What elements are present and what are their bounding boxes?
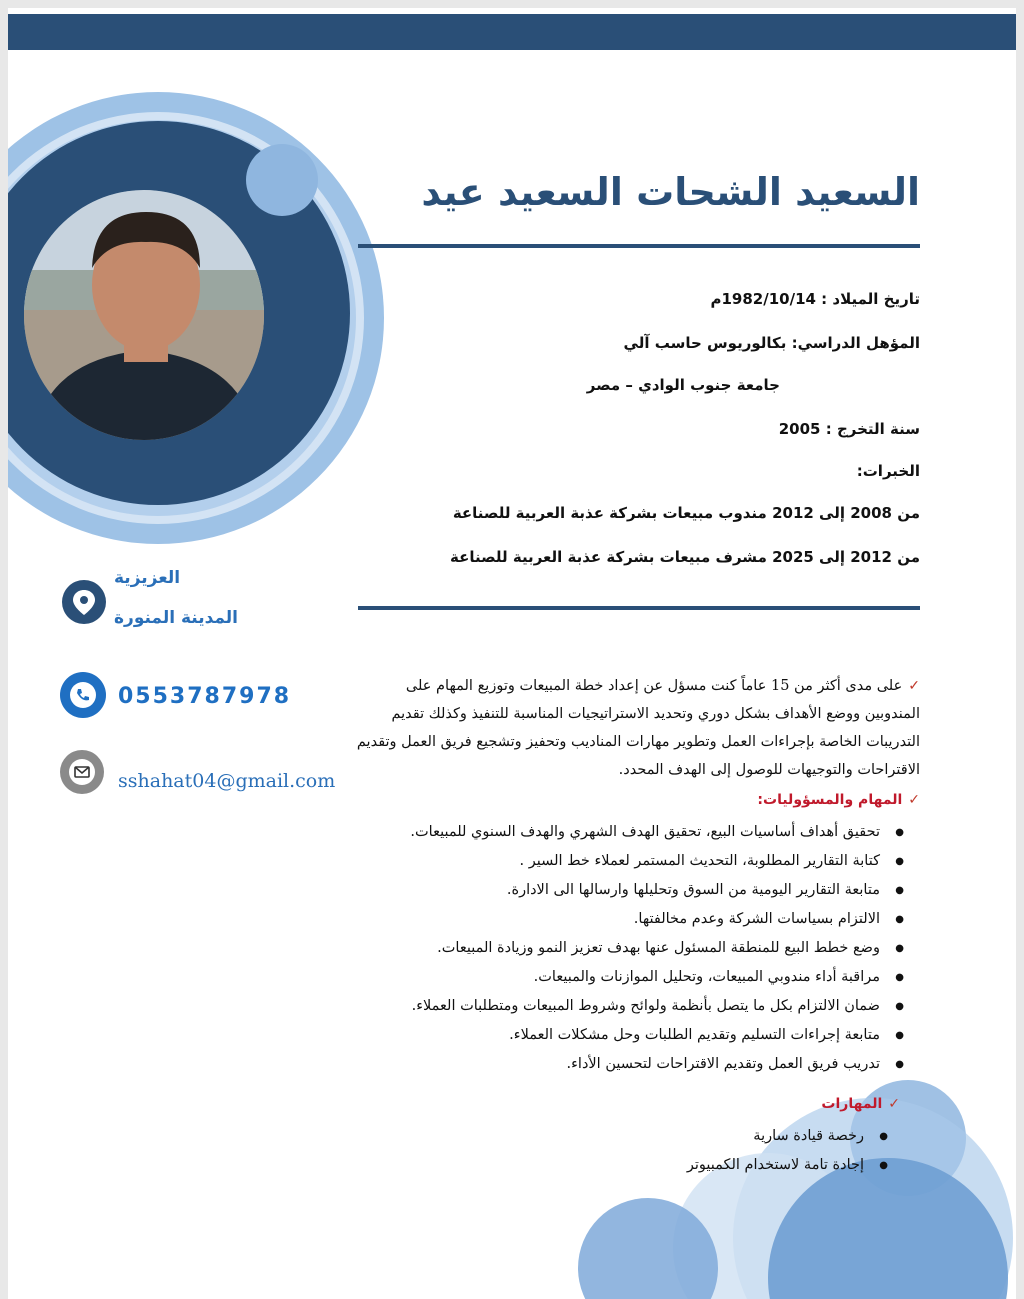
mail-icon [60,750,104,794]
experience-summary [356,672,920,784]
university: جامعة جنوب الوادي – مصر [586,376,780,394]
address-city: المدينة المنورة [114,608,239,628]
list-item: ● متابعة إجراءات التسليم وتقديم الطلبات وحل مشكلات العملاء. [410,1021,906,1050]
skills-heading [821,1096,900,1112]
list-item: ● ضمان الالتزام بكل ما يتصل بأنظمة ولوائح وشروط المبيعات ومتطلبات العملاء. [410,992,906,1021]
graduation-year: سنة التخرج : 2005 [778,420,920,438]
phone-number[interactable]: 0553787978 [118,684,292,709]
top-banner [8,14,1016,50]
duties-list [410,818,906,1079]
list-item: ● تدريب فريق العمل وتقديم الاقتراحات لتحسين الأداء. [410,1050,906,1079]
list-item: ● متابعة التقارير اليومية من السوق وتحليلها وارسالها الى الادارة. [410,876,906,905]
divider-top [358,244,920,248]
cv-page [8,8,1016,1299]
experience-item-1: من 2008 إلى 2012 مندوب مبيعات بشركة عذبة العربية للصناعة [452,504,920,522]
list-item: ● وضع خطط البيع للمنطقة المسئول عنها بهدف تعزيز النمو وزيادة المبيعات. [410,934,906,963]
list-item: ● إجادة تامة لاستخدام الكمبيوتر [687,1151,890,1180]
list-item: ● رخصة قيادة سارية [687,1122,890,1151]
list-item: ● مراقبة أداء مندوبي المبيعات، وتحليل الموازنات والمبيعات. [410,963,906,992]
checkmark-icon: ✓ [888,1096,900,1112]
email-address[interactable]: sshahat04@gmail.com [118,770,336,792]
birth-date: تاريخ الميلاد : 1982/10/14م [710,290,920,308]
experience-label: الخبرات: [856,462,920,480]
degree: المؤهل الدراسي: بكالوريوس حاسب آلي [623,334,920,352]
checkmark-icon: ✓ [908,792,920,808]
list-item: ● كتابة التقارير المطلوبة، التحديث المستمر لعملاء خط السير . [410,847,906,876]
skills-title: المهارات [821,1096,883,1112]
person-silhouette-icon [24,190,264,440]
duties-heading [757,792,920,808]
experience-item-2: من 2012 إلى 2025 مشرف مبيعات بشركة عذبة العربية للصناعة [449,548,920,566]
divider-bottom [358,606,920,610]
summary-text: على مدى أكثر من 15 عاماً كنت مسؤل عن إعداد خطة المبيعات وتوزيع المهام على المندوبين ووضع الأهداف بشكل دوري وتحديد الاستراتيجيات المناسبة للتنفيذ وكذلك تقديم التدريبات الخاصة بإجراءات العمل وتطوير مهارات المناديب وتحفيز وتشجيع فريق العمل وتقديم الاقتراحات والتوجيهات للوصول إلى الهدف المحدد. [356,678,920,778]
full-name: السعيد الشحات السعيد عيد [421,170,920,214]
location-pin-icon [62,580,106,624]
address-district: العزيزية [114,568,181,588]
checkmark-icon: ✓ [908,678,920,694]
phone-icon [60,672,106,718]
skills-list [687,1122,890,1180]
profile-photo [24,190,264,440]
list-item: ● تحقيق أهداف أساسيات البيع، تحقيق الهدف الشهري والهدف السنوي للمبيعات. [410,818,906,847]
list-item: ● الالتزام بسياسات الشركة وعدم مخالفتها. [410,905,906,934]
duties-title: المهام والمسؤوليات: [757,792,903,808]
